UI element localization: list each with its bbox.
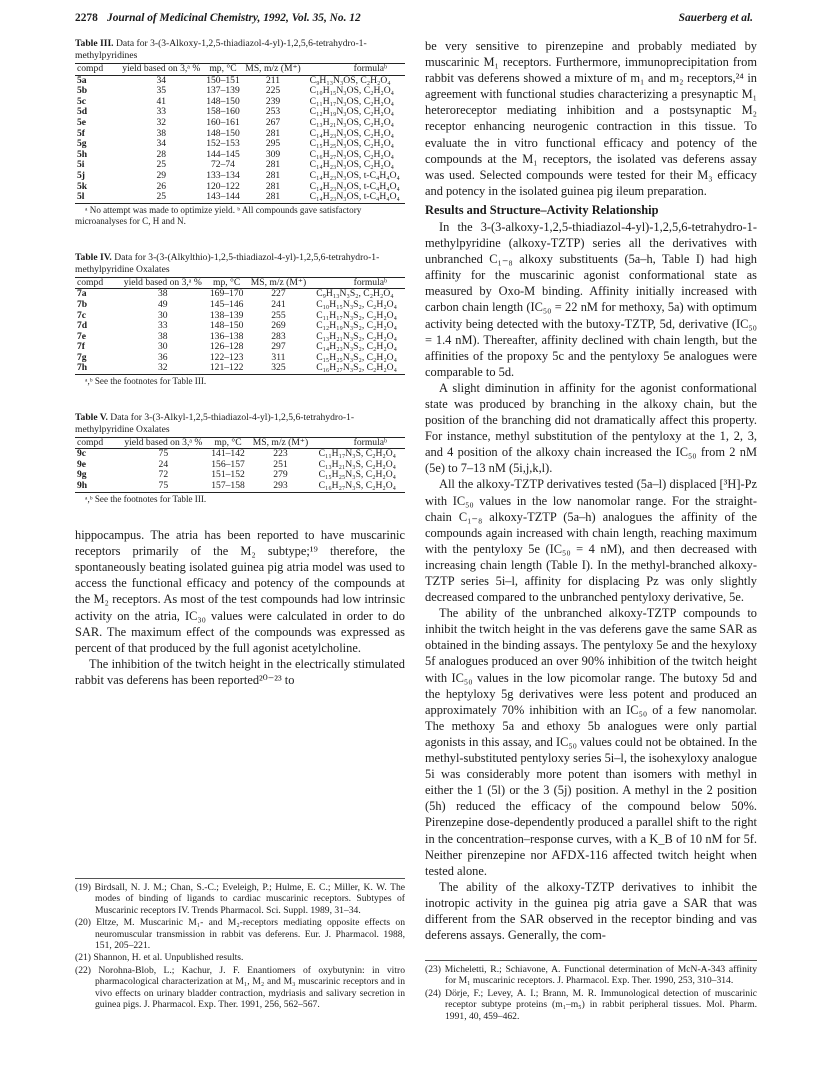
- cell-mp: 138–139: [209, 309, 244, 321]
- table-iii-footnote: ᵃ No attempt was made to optimize yield. ᵇ All compounds gave satisfactory microanalyses for C, H and N.: [75, 204, 362, 227]
- reference-23: (23) Micheletti, R.; Schiavone, A. Functional determination of McN-A-343 affinity for M₁ muscarinic receptors. J. Pharmacol. Exp. Ther. 1990, 253, 310–314.: [425, 964, 757, 987]
- cell-mp: 141–142: [211, 448, 245, 460]
- cell-yield: 75: [119, 481, 208, 492]
- reference-24: (24) Dörje, F.; Levey, A. I.; Brann, M. R. Immunological detection of muscarinic receptor subtype proteins (m₁–m₅) in rabbit peripheral tissues. Mol. Pharm. 1991, 40, 459–462.: [425, 987, 757, 1022]
- cell-formula: C₁₂H₁₉N₃S₂, C₂H₂O₄: [316, 320, 397, 332]
- cell-formula: C₁₃H₂₁N₃S₂, C₂H₂O₄: [316, 330, 397, 342]
- cell-yield: 25: [156, 159, 167, 171]
- col-header-formula: formulaᵇ: [304, 64, 405, 75]
- cell-yield: 30: [158, 341, 168, 353]
- cell-ms: 223: [273, 448, 288, 460]
- cell-ms: 297: [271, 341, 286, 353]
- cell-formula: C₁₆H₂₇N₃S, C₂H₂O₄: [313, 481, 405, 492]
- cell-mp: 158–160: [206, 106, 240, 118]
- cell-ms: 267: [265, 116, 281, 128]
- cell-mp: 72–74: [210, 159, 235, 171]
- cell-mp: 121–122: [207, 363, 247, 374]
- cell-mp: 137–139: [206, 85, 240, 97]
- col-header-ms: MS, m/z (M⁺): [247, 278, 310, 289]
- cell-compd: 5l: [75, 192, 119, 203]
- reference-22: (22) Norohna-Blob, L.; Kachur, J. F. Enantiomers of oxybutynin: in vitro pharmacological characterization at M₁, M₂ and M₃ muscarinic receptors and in vivo effects on urinary bladder contraction, mydriasis and salivary secretion in guinea pigs. J. Pharmacol. Exp. Ther. 1991, 256, 562–567.: [75, 964, 405, 1011]
- cell-yield: 72: [158, 469, 169, 481]
- col-header-yield: yield based on 3,ᵃ %: [119, 278, 207, 289]
- cell-formula: C₁₆H₂₇N₃OS, C₂H₂O₄: [309, 148, 395, 160]
- cell-compd: 9h: [75, 481, 119, 492]
- right-references: [425, 960, 757, 1023]
- cell-compd: 5c: [77, 95, 87, 107]
- cell-mp: 145–146: [209, 298, 244, 310]
- cell-mp: 144–145: [206, 148, 240, 160]
- cell-formula: C₁₃H₂₁N₃OS, C₂H₂O₄: [309, 116, 395, 128]
- cell-formula: C₁₄H₂₃N₃OS, C₂H₂O₄: [309, 127, 395, 139]
- cell-formula: C₁₄H₂₃N₃OS, t-C₄H₄O₄: [309, 169, 400, 181]
- journal-citation: Journal of Medicinal Chemistry, 1992, Vol. 35, No. 12: [107, 12, 361, 24]
- col-header-mp: mp, °C: [207, 278, 247, 289]
- left-column: [75, 38, 405, 688]
- paragraph: The inhibition of the twitch height in the electrically stimulated rabbit vas deferens has been reported²⁰⁻²³ to: [75, 656, 405, 687]
- section-heading: Results and Structure–Activity Relationship: [425, 202, 659, 217]
- table-iv-grid: [75, 277, 405, 375]
- cell-yield: 24: [158, 458, 169, 470]
- cell-mp: 152–153: [206, 138, 240, 150]
- left-references: [75, 878, 405, 1011]
- table-row: [75, 300, 405, 311]
- cell-compd: 5d: [77, 106, 88, 118]
- cell-mp: 143–144: [204, 192, 243, 203]
- cell-ms: 309: [265, 148, 281, 160]
- cell-compd: 9c: [77, 448, 87, 460]
- cell-mp: 126–128: [209, 341, 244, 353]
- cell-yield: 41: [156, 95, 167, 107]
- cell-ms: 225: [265, 85, 281, 97]
- cell-formula: C₁₄H₂₃N₃S₂, C₂H₂O₄: [316, 341, 397, 353]
- table-row: [75, 118, 405, 129]
- cell-ms: 279: [273, 469, 288, 481]
- cell-ms: 227: [271, 288, 286, 300]
- cell-yield: 35: [156, 85, 167, 97]
- cell-formula: C₉H₁₃N₃S₂, C₂H₂O₄: [316, 288, 394, 300]
- cell-compd: 5k: [77, 180, 88, 192]
- cell-compd: 7a: [77, 288, 87, 300]
- cell-yield: 49: [158, 298, 168, 310]
- cell-compd: 7f: [77, 341, 85, 353]
- col-header-compd: compd: [75, 278, 119, 289]
- cell-ms: 283: [271, 330, 286, 342]
- cell-compd: 7b: [77, 298, 88, 310]
- reference-20: (20) Eltze, M. Muscarinic M₁- and M₂-receptors mediating opposite effects on neuromuscular transmission in rabbit vas deferens. Eur. J. Pharmacol. 1988, 151, 205–221.: [75, 917, 405, 952]
- cell-ms: 295: [265, 138, 281, 150]
- table-row: [75, 481, 405, 492]
- table-row: [75, 171, 405, 182]
- cell-ms: 251: [273, 458, 288, 470]
- cell-ms: 325: [247, 363, 310, 374]
- table-iv: [75, 252, 405, 388]
- cell-mp: 148–150: [206, 95, 240, 107]
- table-iii-title: Table III. Data for 3-(3-Alkoxy-1,2,5-thiadiazol-4-yl)-1,2,5,6-tetrahydro-1-methylpyridines: [75, 38, 367, 61]
- cell-ms: 293: [248, 481, 312, 492]
- cell-yield: 38: [156, 127, 167, 139]
- col-header-compd: compd: [75, 438, 119, 449]
- cell-formula: C₉H₁₃N₃OS, C₂H₂O₄: [309, 74, 391, 86]
- col-header-compd: compd: [75, 64, 119, 75]
- table-iii-body: [75, 75, 405, 203]
- cell-mp: 150–151: [206, 74, 240, 86]
- cell-formula: C₁₁H₁₇N₃S₂, C₂H₂O₄: [316, 309, 397, 321]
- cell-yield: 28: [156, 148, 167, 160]
- cell-ms: 269: [271, 320, 286, 332]
- col-header-formula: formulaᵇ: [310, 278, 405, 289]
- cell-yield: 26: [156, 180, 167, 192]
- paragraph: be very sensitive to pirenzepine and probably mediated by muscarinic M₁ receptors. Furthermore, immunoprecipitation from rabbit vas deferens showed a mixture of m₁ and m₂ receptors,²⁴ in agreement with functional studies characterizing a presynaptic M₁ heteroreceptor mediating inhibition and a postsynaptic M₂ receptor enhancing neurogenic contraction in this tissue. To evaluate the in vitro functional efficacy and potency of the compounds at the M₁ receptors, the isolated vas deferens assay was used. Selected compounds were tested for their M₃ efficacy and potency in the isolated guinea pig ileum preparation.: [425, 39, 757, 198]
- running-authors: Sauerberg et al.: [678, 12, 753, 24]
- cell-mp: 122–123: [209, 351, 244, 363]
- cell-compd: 7d: [77, 320, 88, 332]
- cell-yield: 32: [119, 363, 207, 374]
- cell-ms: 281: [265, 180, 281, 192]
- cell-ms: 241: [271, 298, 286, 310]
- table-v-footnote: ᵃ,ᵇ See the footnotes for Table III.: [85, 493, 207, 504]
- cell-yield: 38: [158, 288, 168, 300]
- cell-compd: 7c: [77, 309, 87, 321]
- cell-yield: 25: [119, 192, 204, 203]
- cell-ms: 311: [271, 351, 286, 363]
- col-header-mp: mp, °C: [204, 64, 243, 75]
- table-iv-title: Table IV. Data for 3-(3-(Alkylthio)-1,2,5-thiadiazol-4-yl)-1,2,5,6-tetrahydro-1-methylpyridine Oxalates: [75, 251, 380, 275]
- table-v-grid: [75, 437, 405, 493]
- table-v: [75, 412, 405, 505]
- table-v-title: Table V. Data for 3-(3-Alkyl-1,2,5-thiadiazol-4-yl)-1,2,5,6-tetrahydro-1-methylpyridine Oxalates: [75, 411, 355, 435]
- cell-yield: 36: [158, 351, 168, 363]
- cell-compd: 5h: [77, 148, 88, 160]
- cell-yield: 30: [158, 309, 168, 321]
- left-body-text: [75, 527, 405, 688]
- cell-formula: C₁₃H₂₁N₃S, C₂H₂O₄: [318, 458, 396, 470]
- cell-mp: 148–150: [209, 320, 244, 332]
- table-iii: [75, 38, 405, 228]
- cell-mp: 151–152: [211, 469, 245, 481]
- cell-ms: 255: [271, 309, 286, 321]
- cell-yield: 34: [156, 138, 167, 150]
- table-row: [75, 192, 405, 203]
- cell-mp: 148–150: [206, 127, 240, 139]
- cell-mp: 160–161: [206, 116, 240, 128]
- paragraph: All the alkoxy-TZTP derivatives tested (5a–l) displaced [³H]-Pz with IC₅₀ values in the low nanomolar range. For the straight-chain C₁₋₈ alkoxy-TZTP (5a–h) analogues the affinity of the compounds again increased with chain length, reaching maximum with the pentyloxy 5e (IC₅₀ = 4 nM), and then decreased with increasing chain length (Table I). In the methyl-branched alkoxy-TZTP series 5i–l, affinity for displacing Pz was only slightly decreased compared to the unbranched pentyloxy derivative, 5e.: [425, 477, 757, 605]
- cell-yield: 33: [156, 106, 167, 118]
- reference-21: (21) Shannon, H. et al. Unpublished results.: [75, 952, 244, 964]
- paragraph: The ability of the alkoxy-TZTP derivatives to inhibit the inotropic activity in the guinea pig atria gave a SAR that was different from the SAR observed in the receptor binding and vas deferens assays. Generally, the com-: [425, 879, 757, 943]
- cell-formula: C₁₀H₁₅N₃OS, C₂H₂O₄: [309, 85, 395, 97]
- cell-formula: C₁₁H₁₇N₃S, C₂H₂O₄: [318, 448, 396, 460]
- cell-formula: C₁₅H₂₅N₃OS, C₂H₂O₄: [309, 138, 395, 150]
- cell-yield: 33: [158, 320, 168, 332]
- page-number: 2278: [75, 12, 98, 24]
- cell-compd: 5e: [77, 116, 87, 128]
- cell-compd: 5i: [77, 159, 85, 171]
- cell-yield: 38: [158, 330, 168, 342]
- cell-mp: 156–157: [211, 458, 245, 470]
- cell-ms: 211: [265, 74, 281, 86]
- cell-mp: 120–122: [206, 180, 240, 192]
- table-v-body: [75, 449, 405, 492]
- table-iv-footnote: ᵃ,ᵇ See the footnotes for Table III.: [85, 376, 207, 387]
- cell-formula: C₁₀H₁₅N₃S₂, C₂H₂O₄: [316, 298, 397, 310]
- cell-compd: 5a: [77, 74, 87, 86]
- cell-compd: 5g: [77, 138, 87, 150]
- cell-ms: 239: [265, 95, 281, 107]
- cell-yield: 75: [158, 448, 169, 460]
- reference-19: (19) Birdsall, N. J. M.; Chan, S.-C.; Eveleigh, P.; Hulme, E. C.; Miller, K. W. The modes of binding of ligands to cardiac muscarinic receptors. Subtypes of Muscarinic receptors IV. Trends Pharmacol. Sci. Suppl. 1989, 31–34.: [75, 882, 405, 916]
- col-header-formula: formulaᵇ: [313, 438, 405, 449]
- table-row: [75, 363, 405, 374]
- cell-compd: 9g: [77, 469, 87, 481]
- cell-formula: C₁₅H₂₅N₃S₂, C₂H₂O₄: [316, 351, 397, 363]
- right-column: [425, 38, 757, 943]
- table-iii-grid: [75, 63, 405, 204]
- table-iv-body: [75, 289, 405, 375]
- cell-compd: 7e: [77, 330, 87, 342]
- cell-formula: C₁₆H₂₇N₃S₂, C₂H₂O₄: [310, 363, 405, 374]
- col-header-ms: MS, m/z (M⁺): [248, 438, 312, 449]
- cell-yield: 32: [156, 116, 167, 128]
- col-header-mp: mp, °C: [208, 438, 249, 449]
- cell-compd: 5j: [77, 169, 85, 181]
- cell-mp: 157–158: [208, 481, 249, 492]
- cell-mp: 136–138: [209, 330, 244, 342]
- cell-compd: 5f: [77, 127, 85, 139]
- paragraph: hippocampus. The atria has been reported to have muscarinic receptors primarily of the M₂ subtype;¹⁹ therefore, the spontaneously beating isolated guinea pig atria model was used to access the functional efficacy and potency of the compounds at the M₂ receptors. As most of the test compounds had low intrinsic activity on the atria, IC₃₀ values were calculated in order to do SAR. The maximum effect of the compounds was expressed as percent of that produced by the full agonist acetylcholine.: [75, 528, 405, 655]
- col-header-yield: yield based on 3,ᵃ %: [119, 438, 208, 449]
- cell-formula: C₁₅H₂₅N₃S, C₂H₂O₄: [318, 469, 396, 481]
- cell-ms: 281: [242, 192, 303, 203]
- col-header-yield: yield based on 3,ᵃ %: [119, 64, 204, 75]
- cell-ms: 281: [265, 159, 281, 171]
- paragraph: In the 3-(3-alkoxy-1,2,5-thiadiazol-4-yl)-1,2,5,6-tetrahydro-1-methylpyridine (alkoxy-TZTP) series all the derivatives with unbranched C₁₋₈ alkoxy substituents (5a–h, Table I) had high affinity for the muscarinic agonist conformational state as measured by Oxo-M binding. Affinity initially increased with carbon chain length (IC₅₀ = 22 nM for methoxy, 5a) with optimum activity being detected with the butoxy-TZTP, 5d, derivative (IC₅₀ = 1.4 nM). Thereafter, affinity declined with chain length, but the affinities of the propoxy 5c and the pentyloxy 5e analogues were comparable to 5d.: [425, 219, 757, 379]
- cell-yield: 34: [156, 74, 167, 86]
- paragraph: A slight diminution in affinity for the agonist conformational state was produced by branching in the alkoxy chain, but the position of the branching did not dramatically affect this property. For instance, methyl substitution of the pentyloxy at the 1, 2, 3, and 4 position of the alkoxy chain increased the IC₅₀ from 2 nM (5e) to 7–13 nM (5i,j,k,l).: [425, 380, 757, 476]
- cell-formula: C₁₂H₁₉N₃OS, C₂H₂O₄: [309, 106, 395, 118]
- cell-mp: 133–134: [206, 169, 240, 181]
- cell-mp: 169–170: [209, 288, 244, 300]
- cell-ms: 253: [265, 106, 281, 118]
- cell-ms: 281: [265, 127, 281, 139]
- cell-formula: C₁₄H₂₃N₃OS, t-C₄H₄O₄: [304, 192, 405, 203]
- cell-compd: 7h: [75, 363, 119, 374]
- col-header-ms: MS, m/z (M⁺): [242, 64, 303, 75]
- cell-yield: 29: [156, 169, 167, 181]
- cell-compd: 7g: [77, 351, 87, 363]
- paragraph: The ability of the unbranched alkoxy-TZTP compounds to inhibit the twitch height in the vas deferens gave the same SAR as obtained in the binding assays. The pentyloxy 5e and the hexyloxy 5f analogues produced an over 90% inhibition of the twitch height with IC₅₀ values in the low picomolar range. The butoxy 5d and the heptyloxy 5g derivatives were less potent and produced an approximately 70% inhibition with an IC₅₀ of a few nanomolar. The methoxy 5a and ethoxy 5b analogues were only partial agonists in this assay, and IC₅₀ values could not be obtained. In the methyl-substituted pentyloxy series 5i–l, the isohexyloxy analogue 5i was considerably more potent than isomers with methyl in either the 1 (5l) or the 3 (5j) position. A methyl in the 2 position (5h) reduced the efficacy of the compound below 50%. Pirenzepine dose-dependently produced a parallel shift to the right in the concentration–response curves, with a K_B of 10 nM for 5f. Neither pirenzepine nor AFDX-116 affected twitch height when tested alone.: [425, 606, 757, 878]
- cell-formula: C₁₄H₂₃N₃OS, C₂H₂O₄: [309, 159, 395, 171]
- running-header: [75, 12, 753, 30]
- cell-compd: 5b: [77, 85, 88, 97]
- cell-ms: 281: [265, 169, 281, 181]
- cell-formula: C₁₁H₁₇N₃OS, C₂H₂O₄: [309, 95, 395, 107]
- cell-compd: 9e: [77, 458, 87, 470]
- cell-formula: C₁₄H₂₃N₃OS, t-C₄H₄O₄: [309, 180, 400, 192]
